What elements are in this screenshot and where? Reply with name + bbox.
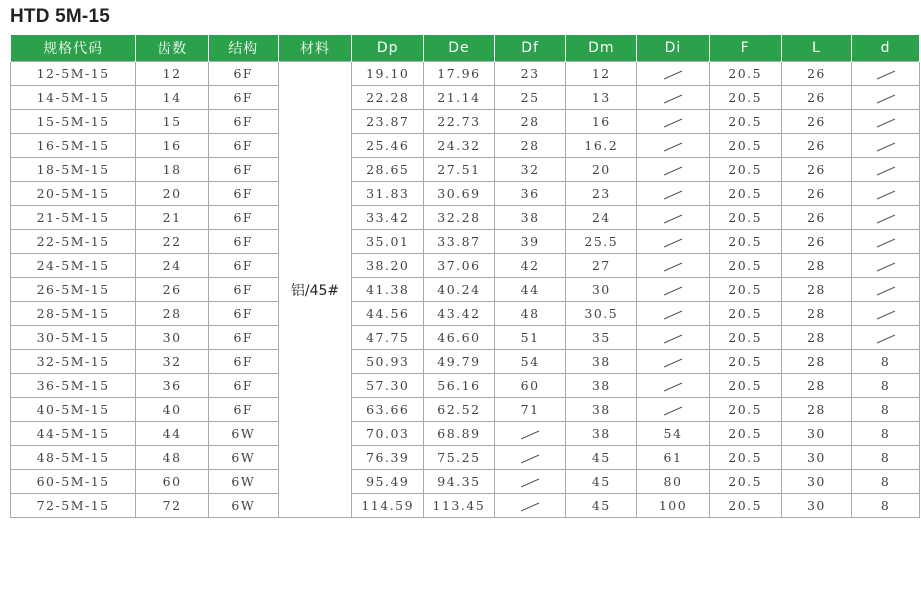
diagonal-slash-icon [663,118,683,128]
cell-spec-code: 21-5M-15 [11,206,136,230]
cell-df: 51 [494,326,566,350]
diagonal-slash-icon [663,94,683,104]
cell-structure: 6F [208,62,278,86]
header-cell-dp: Dp [352,35,424,62]
diagonal-slash-icon [876,118,896,128]
table-title: HTD 5M-15 [10,6,110,27]
diagonal-slash-icon [663,406,683,416]
cell-df: 28 [494,134,566,158]
cell-l: 30 [781,470,852,494]
cell-teeth: 16 [136,134,209,158]
cell-d [852,182,920,206]
cell-teeth: 72 [136,494,209,518]
cell-structure: 6W [208,422,278,446]
cell-teeth: 48 [136,446,209,470]
cell-l: 26 [781,206,852,230]
diagonal-slash-icon [876,286,896,296]
cell-d [852,230,920,254]
cell-dp: 38.20 [352,254,424,278]
cell-spec-code: 40-5M-15 [11,398,136,422]
cell-dm: 45 [566,494,637,518]
table-row [11,62,920,86]
cell-d: 8 [852,422,920,446]
diagonal-slash-icon [520,454,540,464]
header-cell-spec-code: 规格代码 [11,35,136,62]
cell-teeth: 12 [136,62,209,86]
cell-teeth: 18 [136,158,209,182]
header-cell-de: De [424,35,495,62]
cell-l: 26 [781,62,852,86]
cell-d [852,110,920,134]
cell-dm: 27 [566,254,637,278]
cell-d [852,86,920,110]
cell-dp: 95.49 [352,470,424,494]
cell-d [852,206,920,230]
cell-de: 56.16 [424,374,495,398]
cell-de: 32.28 [424,206,495,230]
cell-dm: 38 [566,422,637,446]
header-cell-d: d [852,35,920,62]
cell-teeth: 24 [136,254,209,278]
cell-dp: 19.10 [352,62,424,86]
cell-structure: 6F [208,134,278,158]
cell-l: 26 [781,182,852,206]
cell-de: 24.32 [424,134,495,158]
cell-structure: 6W [208,470,278,494]
diagonal-slash-icon [520,430,540,440]
table-row [11,278,920,302]
cell-df: 44 [494,278,566,302]
cell-f: 20.5 [709,470,781,494]
header-cell-di: Di [637,35,710,62]
cell-di: 61 [637,446,710,470]
cell-teeth: 44 [136,422,209,446]
table-row [11,230,920,254]
cell-teeth: 32 [136,350,209,374]
cell-di [637,374,710,398]
cell-df: 39 [494,230,566,254]
cell-spec-code: 15-5M-15 [11,110,136,134]
diagonal-slash-icon [663,262,683,272]
cell-dp: 44.56 [352,302,424,326]
table-row [11,182,920,206]
cell-dm: 12 [566,62,637,86]
cell-f: 20.5 [709,254,781,278]
cell-di [637,206,710,230]
cell-dp: 50.93 [352,350,424,374]
diagonal-slash-icon [876,70,896,80]
cell-structure: 6F [208,326,278,350]
cell-structure: 6F [208,254,278,278]
cell-de: 33.87 [424,230,495,254]
cell-dm: 20 [566,158,637,182]
cell-de: 94.35 [424,470,495,494]
diagonal-slash-icon [663,166,683,176]
cell-f: 20.5 [709,182,781,206]
cell-l: 28 [781,278,852,302]
cell-df: 54 [494,350,566,374]
table-row [11,158,920,182]
header-cell-material: 材料 [278,35,352,62]
cell-spec-code: 44-5M-15 [11,422,136,446]
cell-d [852,278,920,302]
cell-dm: 38 [566,398,637,422]
diagonal-slash-icon [663,358,683,368]
cell-dm: 25.5 [566,230,637,254]
cell-f: 20.5 [709,158,781,182]
cell-df: 28 [494,110,566,134]
diagonal-slash-icon [663,286,683,296]
cell-d [852,302,920,326]
cell-dp: 22.28 [352,86,424,110]
cell-df: 71 [494,398,566,422]
cell-l: 28 [781,398,852,422]
cell-d: 8 [852,374,920,398]
diagonal-slash-icon [663,382,683,392]
cell-dp: 23.87 [352,110,424,134]
cell-spec-code: 14-5M-15 [11,86,136,110]
cell-l: 26 [781,134,852,158]
cell-spec-code: 16-5M-15 [11,134,136,158]
diagonal-slash-icon [876,94,896,104]
table-row [11,86,920,110]
cell-structure: 6F [208,158,278,182]
cell-spec-code: 24-5M-15 [11,254,136,278]
cell-structure: 6F [208,398,278,422]
cell-dp: 28.65 [352,158,424,182]
cell-l: 28 [781,326,852,350]
cell-di [637,110,710,134]
cell-teeth: 26 [136,278,209,302]
cell-df: 38 [494,206,566,230]
table-row [11,110,920,134]
cell-spec-code: 36-5M-15 [11,374,136,398]
material-cell: 铝/45# [278,62,352,518]
header-cell-f: F [709,35,781,62]
diagonal-slash-icon [520,502,540,512]
cell-df: 32 [494,158,566,182]
cell-l: 28 [781,374,852,398]
table-row [11,350,920,374]
cell-d: 8 [852,350,920,374]
cell-structure: 6F [208,182,278,206]
cell-dp: 70.03 [352,422,424,446]
cell-dp: 63.66 [352,398,424,422]
header-cell-dm: Dm [566,35,637,62]
cell-l: 30 [781,494,852,518]
cell-l: 30 [781,446,852,470]
cell-d: 8 [852,398,920,422]
cell-d [852,326,920,350]
cell-teeth: 60 [136,470,209,494]
cell-f: 20.5 [709,110,781,134]
cell-df: 48 [494,302,566,326]
cell-dm: 24 [566,206,637,230]
cell-f: 20.5 [709,230,781,254]
cell-l: 28 [781,254,852,278]
cell-teeth: 14 [136,86,209,110]
cell-f: 20.5 [709,302,781,326]
cell-structure: 6F [208,302,278,326]
cell-l: 30 [781,422,852,446]
cell-de: 75.25 [424,446,495,470]
diagonal-slash-icon [876,310,896,320]
cell-de: 43.42 [424,302,495,326]
cell-l: 26 [781,86,852,110]
cell-l: 28 [781,302,852,326]
cell-de: 46.60 [424,326,495,350]
diagonal-slash-icon [663,70,683,80]
cell-f: 20.5 [709,86,781,110]
cell-df [494,422,566,446]
cell-dm: 30.5 [566,302,637,326]
cell-l: 26 [781,230,852,254]
table-row [11,254,920,278]
cell-di [637,278,710,302]
cell-d [852,62,920,86]
cell-f: 20.5 [709,326,781,350]
cell-structure: 6F [208,230,278,254]
cell-df [494,446,566,470]
cell-spec-code: 60-5M-15 [11,470,136,494]
cell-de: 22.73 [424,110,495,134]
diagonal-slash-icon [663,190,683,200]
cell-spec-code: 26-5M-15 [11,278,136,302]
cell-teeth: 36 [136,374,209,398]
header-cell-df: Df [494,35,566,62]
cell-spec-code: 48-5M-15 [11,446,136,470]
cell-teeth: 15 [136,110,209,134]
cell-dp: 76.39 [352,446,424,470]
diagonal-slash-icon [663,310,683,320]
diagonal-slash-icon [876,238,896,248]
cell-dp: 57.30 [352,374,424,398]
cell-di [637,158,710,182]
cell-df: 23 [494,62,566,86]
cell-di: 100 [637,494,710,518]
cell-de: 62.52 [424,398,495,422]
cell-d: 8 [852,446,920,470]
table-row [11,206,920,230]
spec-table [10,35,920,518]
cell-d [852,254,920,278]
cell-f: 20.5 [709,134,781,158]
table-body [11,62,920,518]
table-row [11,398,920,422]
diagonal-slash-icon [876,262,896,272]
diagonal-slash-icon [876,334,896,344]
cell-de: 21.14 [424,86,495,110]
cell-teeth: 20 [136,182,209,206]
cell-df: 42 [494,254,566,278]
cell-l: 26 [781,158,852,182]
cell-f: 20.5 [709,494,781,518]
cell-di [637,350,710,374]
cell-dm: 16.2 [566,134,637,158]
cell-dp: 33.42 [352,206,424,230]
cell-di [637,134,710,158]
table-row [11,134,920,158]
table-row [11,374,920,398]
cell-di [637,326,710,350]
cell-f: 20.5 [709,422,781,446]
cell-di: 54 [637,422,710,446]
cell-f: 20.5 [709,398,781,422]
cell-f: 20.5 [709,350,781,374]
diagonal-slash-icon [663,334,683,344]
cell-spec-code: 72-5M-15 [11,494,136,518]
diagonal-slash-icon [663,214,683,224]
cell-dm: 16 [566,110,637,134]
cell-dp: 25.46 [352,134,424,158]
diagonal-slash-icon [876,214,896,224]
table-row [11,494,920,518]
cell-di [637,230,710,254]
cell-de: 40.24 [424,278,495,302]
cell-l: 28 [781,350,852,374]
cell-dm: 13 [566,86,637,110]
cell-dp: 31.83 [352,182,424,206]
cell-f: 20.5 [709,446,781,470]
cell-structure: 6F [208,278,278,302]
cell-structure: 6F [208,86,278,110]
cell-teeth: 28 [136,302,209,326]
cell-structure: 6F [208,374,278,398]
cell-dm: 38 [566,350,637,374]
cell-teeth: 30 [136,326,209,350]
cell-structure: 6W [208,494,278,518]
cell-f: 20.5 [709,278,781,302]
cell-de: 68.89 [424,422,495,446]
cell-df: 25 [494,86,566,110]
table-row [11,470,920,494]
table-row [11,326,920,350]
cell-spec-code: 18-5M-15 [11,158,136,182]
cell-de: 113.45 [424,494,495,518]
cell-df: 60 [494,374,566,398]
table-row [11,422,920,446]
cell-dm: 38 [566,374,637,398]
cell-de: 49.79 [424,350,495,374]
diagonal-slash-icon [876,166,896,176]
cell-spec-code: 28-5M-15 [11,302,136,326]
cell-d: 8 [852,494,920,518]
cell-di [637,62,710,86]
cell-structure: 6W [208,446,278,470]
cell-teeth: 40 [136,398,209,422]
cell-f: 20.5 [709,62,781,86]
cell-de: 30.69 [424,182,495,206]
header-cell-l: L [781,35,852,62]
cell-dm: 45 [566,446,637,470]
diagonal-slash-icon [876,190,896,200]
cell-spec-code: 20-5M-15 [11,182,136,206]
cell-de: 37.06 [424,254,495,278]
cell-di [637,182,710,206]
diagonal-slash-icon [663,238,683,248]
cell-dm: 35 [566,326,637,350]
cell-f: 20.5 [709,374,781,398]
cell-dp: 114.59 [352,494,424,518]
header-row [11,35,920,62]
cell-teeth: 21 [136,206,209,230]
cell-dp: 35.01 [352,230,424,254]
cell-structure: 6F [208,110,278,134]
table-row [11,302,920,326]
diagonal-slash-icon [663,142,683,152]
cell-structure: 6F [208,350,278,374]
cell-dm: 30 [566,278,637,302]
cell-df [494,470,566,494]
cell-de: 17.96 [424,62,495,86]
cell-d [852,134,920,158]
cell-teeth: 22 [136,230,209,254]
header-cell-teeth: 齿数 [136,35,209,62]
cell-de: 27.51 [424,158,495,182]
cell-spec-code: 30-5M-15 [11,326,136,350]
header-cell-structure: 结构 [208,35,278,62]
cell-di [637,254,710,278]
cell-structure: 6F [208,206,278,230]
cell-di: 80 [637,470,710,494]
cell-di [637,86,710,110]
cell-dm: 23 [566,182,637,206]
diagonal-slash-icon [520,478,540,488]
cell-l: 26 [781,110,852,134]
cell-f: 20.5 [709,206,781,230]
cell-di [637,302,710,326]
cell-d [852,158,920,182]
cell-di [637,398,710,422]
cell-df [494,494,566,518]
table-row [11,446,920,470]
cell-spec-code: 22-5M-15 [11,230,136,254]
cell-d: 8 [852,470,920,494]
cell-spec-code: 32-5M-15 [11,350,136,374]
cell-dm: 45 [566,470,637,494]
diagonal-slash-icon [876,142,896,152]
cell-df: 36 [494,182,566,206]
cell-dp: 47.75 [352,326,424,350]
cell-dp: 41.38 [352,278,424,302]
cell-spec-code: 12-5M-15 [11,62,136,86]
